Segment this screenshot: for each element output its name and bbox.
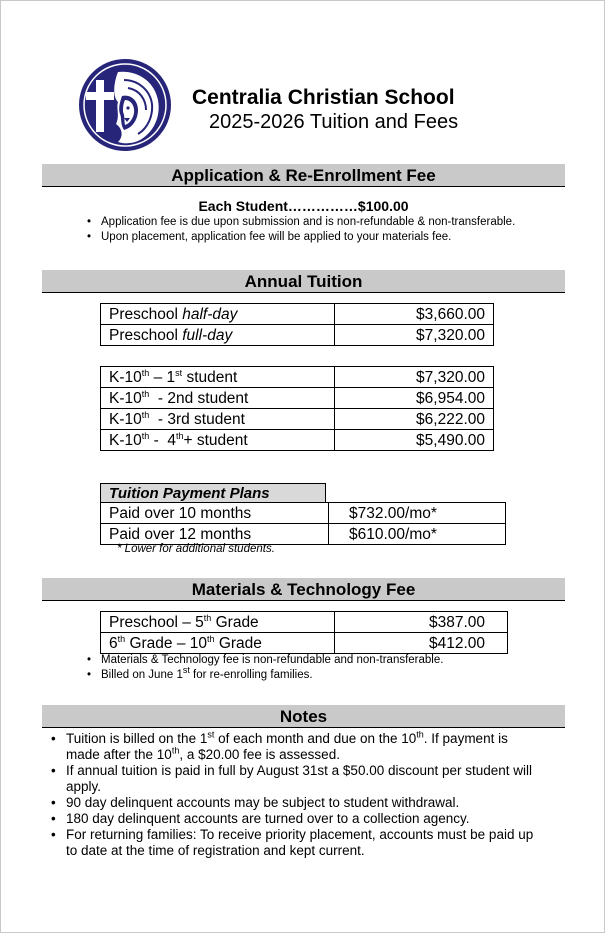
- row-amount: $7,320.00: [335, 325, 494, 346]
- row-label: K-10th - 2nd student: [101, 388, 335, 409]
- notes-list: [51, 731, 543, 859]
- application-fee-heading: Application & Re-Enrollment Fee: [42, 164, 565, 187]
- application-fee-line: [0, 198, 607, 214]
- row-label: 6th Grade – 10th Grade: [101, 633, 335, 654]
- row-label: K-10th - 4th+ student: [101, 430, 335, 451]
- row-amount: $6,954.00: [335, 388, 494, 409]
- row-amount: $6,222.00: [335, 409, 494, 430]
- payment-plans-heading: Tuition Payment Plans: [100, 483, 326, 502]
- table-row: [101, 612, 508, 633]
- fee-label: Each Student……………: [198, 198, 358, 214]
- annual-tuition-heading: Annual Tuition: [42, 270, 565, 293]
- row-amount: $3,660.00: [335, 304, 494, 325]
- application-notes: [87, 215, 567, 245]
- row-amount: $412.00: [335, 633, 508, 654]
- list-item: • Upon placement, application fee will be applied to your materials fee.: [87, 230, 567, 245]
- table-row: [101, 633, 508, 654]
- table-row: [101, 430, 494, 451]
- list-item: • Application fee is due upon submission and is non-refundable & non-transferable.: [87, 215, 567, 230]
- plans-footnote: * Lower for additional students.: [117, 543, 275, 555]
- list-item: • If annual tuition is paid in full by August 31st a $50.00 discount per student will apply.: [51, 763, 543, 795]
- notes-heading: Notes: [42, 705, 565, 728]
- plan-label: Paid over 12 months: [101, 524, 329, 545]
- plan-amount: $610.00/mo*: [329, 524, 506, 545]
- payment-plans-table: [100, 502, 506, 545]
- list-item: • 180 day delinquent accounts are turned over to a collection agency.: [51, 811, 543, 827]
- row-label: Preschool – 5th Grade: [101, 612, 335, 633]
- list-item: • Materials & Technology fee is non-refundable and non-transferable.: [87, 653, 567, 668]
- table-row: [101, 409, 494, 430]
- table-row: [101, 325, 494, 346]
- school-name: Centralia Christian School: [192, 86, 455, 109]
- plan-amount: $732.00/mo*: [329, 503, 506, 524]
- row-amount: $5,490.00: [335, 430, 494, 451]
- row-label: Preschool full-day: [101, 325, 335, 346]
- page-subtitle: 2025-2026 Tuition and Fees: [209, 111, 459, 133]
- materials-fee-table: [100, 611, 508, 654]
- list-item: • Tuition is billed on the 1st of each month and due on the 10th. If payment is made after the 10th, a $20.00 fee is assessed.: [51, 731, 543, 763]
- row-label: K-10th - 3rd student: [101, 409, 335, 430]
- row-label: K-10th – 1st student: [101, 367, 335, 388]
- table-row: [101, 503, 506, 524]
- row-amount: $7,320.00: [335, 367, 494, 388]
- materials-notes: [87, 653, 567, 683]
- table-row: [101, 304, 494, 325]
- list-item: • 90 day delinquent accounts may be subject to student withdrawal.: [51, 795, 543, 811]
- row-amount: $387.00: [335, 612, 508, 633]
- table-row: [101, 388, 494, 409]
- table-row: [101, 524, 506, 545]
- materials-fee-heading: Materials & Technology Fee: [42, 578, 565, 601]
- table-row: [101, 367, 494, 388]
- list-item: • For returning families: To receive priority placement, accounts must be paid up to date at the time of registration and kept current.: [51, 827, 543, 859]
- lion-cross-logo-icon: [78, 58, 172, 152]
- fee-amount: $100.00: [357, 198, 409, 214]
- row-label: Preschool half-day: [101, 304, 335, 325]
- k10-tuition-table: [100, 366, 494, 451]
- list-item: • Billed on June 1st for re-enrolling families.: [87, 668, 567, 683]
- preschool-tuition-table: [100, 303, 494, 346]
- plan-label: Paid over 10 months: [101, 503, 329, 524]
